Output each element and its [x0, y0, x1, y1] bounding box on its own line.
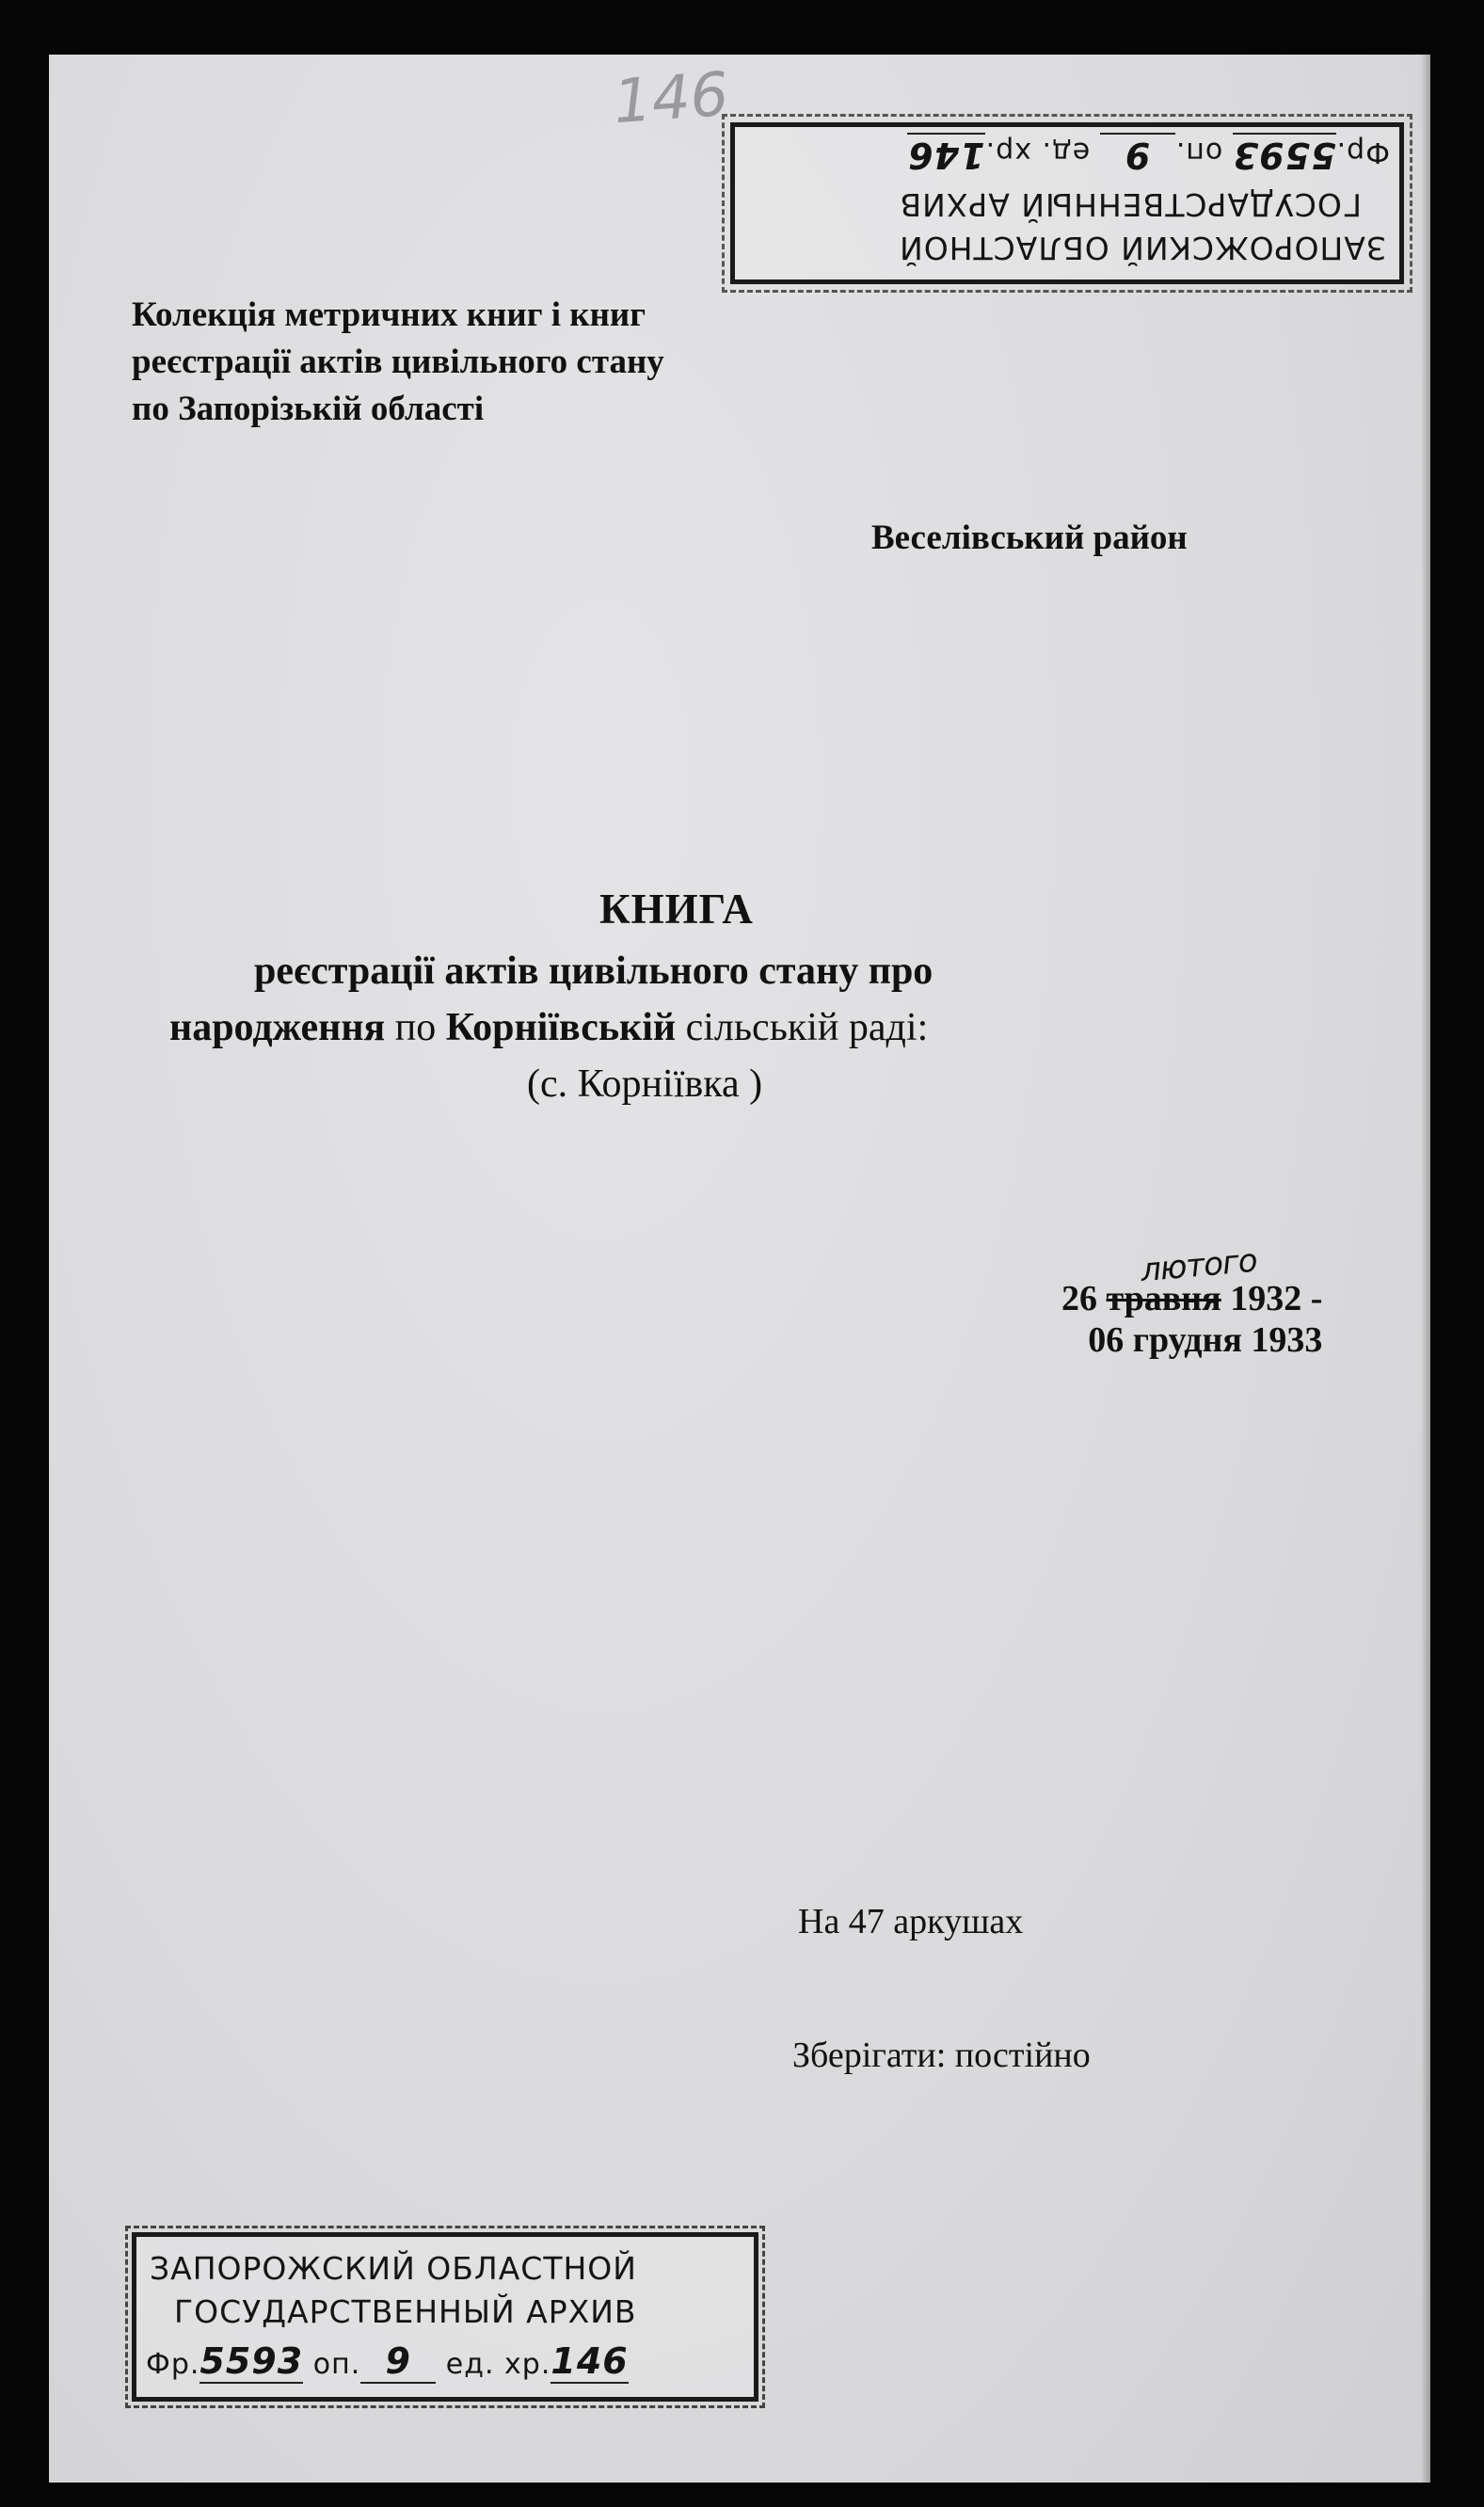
collection-line-1: Колекція метричних книг і книг	[132, 295, 646, 334]
archive-stamp-top	[730, 122, 1404, 284]
stamp-bottom-ed-label: ед. хр.	[445, 2348, 551, 2381]
stamp-bottom-line3	[146, 2340, 629, 2384]
sheet-edge-shadow	[1421, 55, 1430, 2483]
retention-period: Зберігати: постійно	[792, 2036, 1091, 2075]
stamp-top-line2: ГОСУДАРСТВЕННЫЙ АРХИВ	[899, 186, 1362, 223]
stamp-top-op-value: 9	[1100, 133, 1175, 176]
start-day: 26	[1061, 1279, 1097, 1318]
book-title: КНИГА	[599, 886, 754, 933]
stamp-bottom-op-label: оп.	[312, 2348, 361, 2381]
start-month-handwritten: лютого	[1138, 1241, 1258, 1290]
stamp-top-op-label: оп.	[1174, 136, 1223, 168]
stamp-bottom-ed-value: 146	[551, 2340, 629, 2382]
collection-line-3: по Запорізькій області	[132, 390, 485, 428]
date-range	[1061, 1241, 1323, 1361]
council-suffix: сільській раді:	[676, 1006, 929, 1049]
archive-stamp-bottom	[132, 2232, 758, 2402]
start-year: 1932 -	[1221, 1279, 1323, 1318]
stamp-bottom-op-value: 9	[360, 2340, 436, 2384]
stamp-bottom-fr-value: 5593	[199, 2340, 304, 2382]
document-sheet	[49, 55, 1430, 2483]
start-month-struck	[1106, 1241, 1258, 1318]
collection-heading	[132, 292, 664, 433]
start-month-struck-text: травня	[1106, 1279, 1221, 1318]
council-name: Корніївській	[445, 1006, 677, 1049]
by-word: по	[385, 1006, 446, 1049]
stamp-top-line3	[907, 133, 1390, 176]
stamp-top-ed-value: 146	[907, 135, 985, 176]
birth-word: народження	[169, 1006, 386, 1049]
date-end: 06 грудня 1933	[1088, 1320, 1323, 1360]
stamp-top-ed-label: ед. хр.	[984, 136, 1091, 168]
village-name: (с. Корніївка )	[527, 1062, 763, 1106]
book-subtitle-line2	[169, 1005, 928, 1050]
date-start	[1061, 1241, 1323, 1319]
book-subtitle-line1: реєстрації актів цивільного стану про	[254, 950, 933, 993]
stamp-bottom-fr-label: Фр.	[146, 2348, 200, 2381]
stamp-bottom-line1: ЗАПОРОЖСКИЙ ОБЛАСТНОЙ	[150, 2250, 637, 2287]
collection-line-2: реєстрації актів цивільного стану	[132, 343, 664, 381]
pencil-sheet-number: 146	[611, 59, 731, 138]
stamp-top-fr-value: 5593	[1232, 135, 1336, 176]
stamp-top-fr-label: Фр.	[1335, 136, 1390, 168]
sheet-count: На 47 аркушах	[798, 1902, 1024, 1941]
stamp-top-line1: ЗАПОРОЖСКИЙ ОБЛАСТНОЙ	[899, 230, 1386, 266]
stamp-bottom-line2: ГОСУДАРСТВЕННЫЙ АРХИВ	[174, 2293, 637, 2330]
district-label: Веселівський район	[871, 519, 1188, 557]
